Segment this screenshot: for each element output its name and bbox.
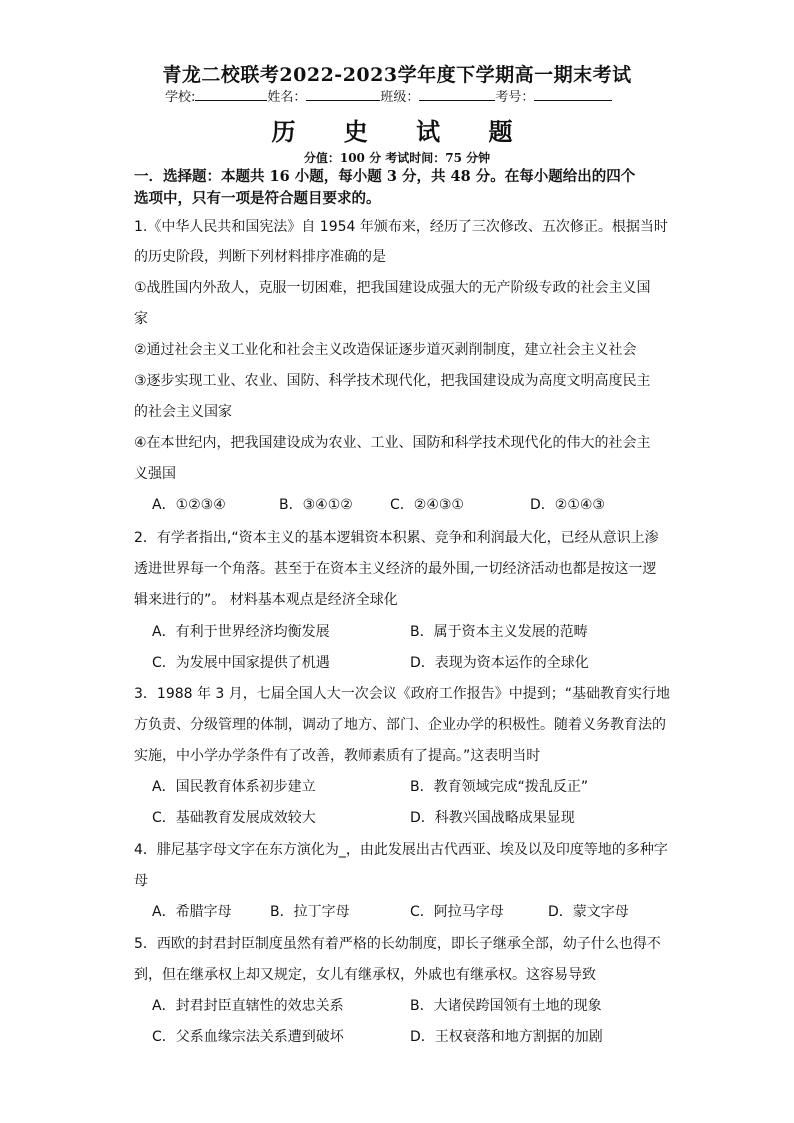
id-blank[interactable] [534, 88, 612, 101]
q1-option-a[interactable]: A．①②③④ [152, 497, 226, 513]
id-label: 考号： [495, 90, 535, 105]
q1-option-c[interactable]: C．②④③① [390, 497, 464, 513]
q4-line: 4．腓尼基字母文字在东方演化为_，由此发展出古代西亚、埃及以及印度等地的多种字 [134, 842, 668, 858]
q4-option-a[interactable]: A．希腊字母 [152, 904, 232, 920]
q5-option-c[interactable]: C．父系血缘宗法关系遭到破坏 [152, 1029, 344, 1045]
section-instruction-line1: 一．选择题：本题共 16 小题，每小题 3 分，共 48 分。在每小题给出的四个 [134, 168, 636, 185]
q1-option-d[interactable]: D．②①④③ [530, 497, 605, 513]
q1-line: 的历史阶段，判断下列材料排序准确的是 [134, 249, 386, 265]
q3-line: 3．1988 年 3 月，七届全国人大一次会议《政府工作报告》中提到；“基础教育实行地 [134, 686, 671, 702]
q3-option-a[interactable]: A．国民教育体系初步建立 [152, 779, 316, 795]
q1-line: ③逐步实现工业、农业、国防、科学技术现代化，把我国建设成为高度文明高度民主 [134, 373, 651, 389]
q5-option-d[interactable]: D．王权衰落和地方割据的加剧 [410, 1029, 603, 1045]
q1-line: 1.《中华人民共和国宪法》自 1954 年颁布来，经历了三次修改、五次修正。根据当时 [134, 219, 668, 235]
student-info-row [165, 86, 645, 105]
q4-line: 母 [134, 873, 148, 889]
q3-line: 方负责、分级管理的体制，调动了地方、部门、企业办学的积极性。随着义务教育法的 [134, 717, 666, 733]
q5-option-b[interactable]: B．大诸侯跨国领有土地的现象 [410, 998, 602, 1014]
q2-option-c[interactable]: C．为发展中国家提供了机遇 [152, 655, 330, 671]
section-instruction-line2: 选项中，只有一项是符合题目要求的。 [134, 190, 381, 207]
q1-line: ②通过社会主义工业化和社会主义改造保证逐步道灭剥削制度，建立社会主义社会 [134, 342, 637, 358]
q5-option-a[interactable]: A．封君封臣直辖性的效忠关系 [152, 998, 344, 1014]
q3-option-b[interactable]: B．教育领域完成“拨乱反正” [410, 779, 589, 795]
q5-line: 到，但在继承权上却又规定，女儿有继承权，外戚也有继承权。这容易导致 [134, 967, 596, 983]
q1-line: 的社会主义国家 [134, 404, 232, 420]
q2-line: 透进世界每一个角落。甚至于在资本主义经济的最外围,一切经济活动也都是按这一逻 [134, 561, 657, 577]
q2-option-b[interactable]: B．属于资本主义发展的范畴 [410, 624, 588, 640]
q5-line: 5．西欧的封君封臣制度虽然有着严格的长幼制度，即长子继承全部，幼子什么也得不 [134, 936, 661, 952]
q2-option-a[interactable]: A．有利于世界经济均衡发展 [152, 624, 330, 640]
q2-line: 2．有学者指出,“资本主义的基本逻辑资本积累、竞争和利润最大化，已经从意识上渗 [134, 530, 659, 546]
name-label: 姓名： [267, 90, 307, 105]
q3-option-d[interactable]: D．科教兴国战略成果显现 [410, 810, 575, 826]
q4-option-d[interactable]: D．蒙文字母 [548, 904, 629, 920]
exam-meta: 分值：100 分 考试时间：75 分钟 [303, 151, 491, 165]
q1-option-b[interactable]: B．③④①② [279, 497, 353, 513]
q3-line: 实施，中小学办学条件有了改善，教师素质有了提高。”这表明当时 [134, 748, 541, 764]
class-label: 班级： [380, 90, 420, 105]
class-blank[interactable] [419, 88, 495, 101]
school-blank[interactable] [195, 88, 267, 101]
name-blank[interactable] [306, 88, 380, 101]
q4-option-b[interactable]: B．拉丁字母 [270, 904, 350, 920]
q3-option-c[interactable]: C．基础教育发展成效较大 [152, 810, 316, 826]
q4-option-c[interactable]: C．阿拉马字母 [410, 904, 504, 920]
q2-line: 辑来进行的”。 材料基本观点是经济全球化 [134, 592, 398, 608]
q1-line: 义强国 [134, 466, 176, 482]
q1-line: 家 [134, 311, 148, 327]
q1-line: ①战胜国内外敌人，克服一切困难，把我国建设成强大的无产阶级专政的社会主义国 [134, 280, 651, 296]
school-label: 学校: [165, 90, 196, 105]
q2-option-d[interactable]: D．表现为资本运作的全球化 [410, 655, 589, 671]
exam-title: 青龙二校联考2022-2023学年度下学期高一期末考试 [162, 64, 632, 86]
q1-line: ④在本世纪内，把我国建设成为农业、工业、国防和科学技术现代化的伟大的社会主 [134, 435, 651, 451]
subject-title: 历 史 试 题 [271, 117, 533, 146]
